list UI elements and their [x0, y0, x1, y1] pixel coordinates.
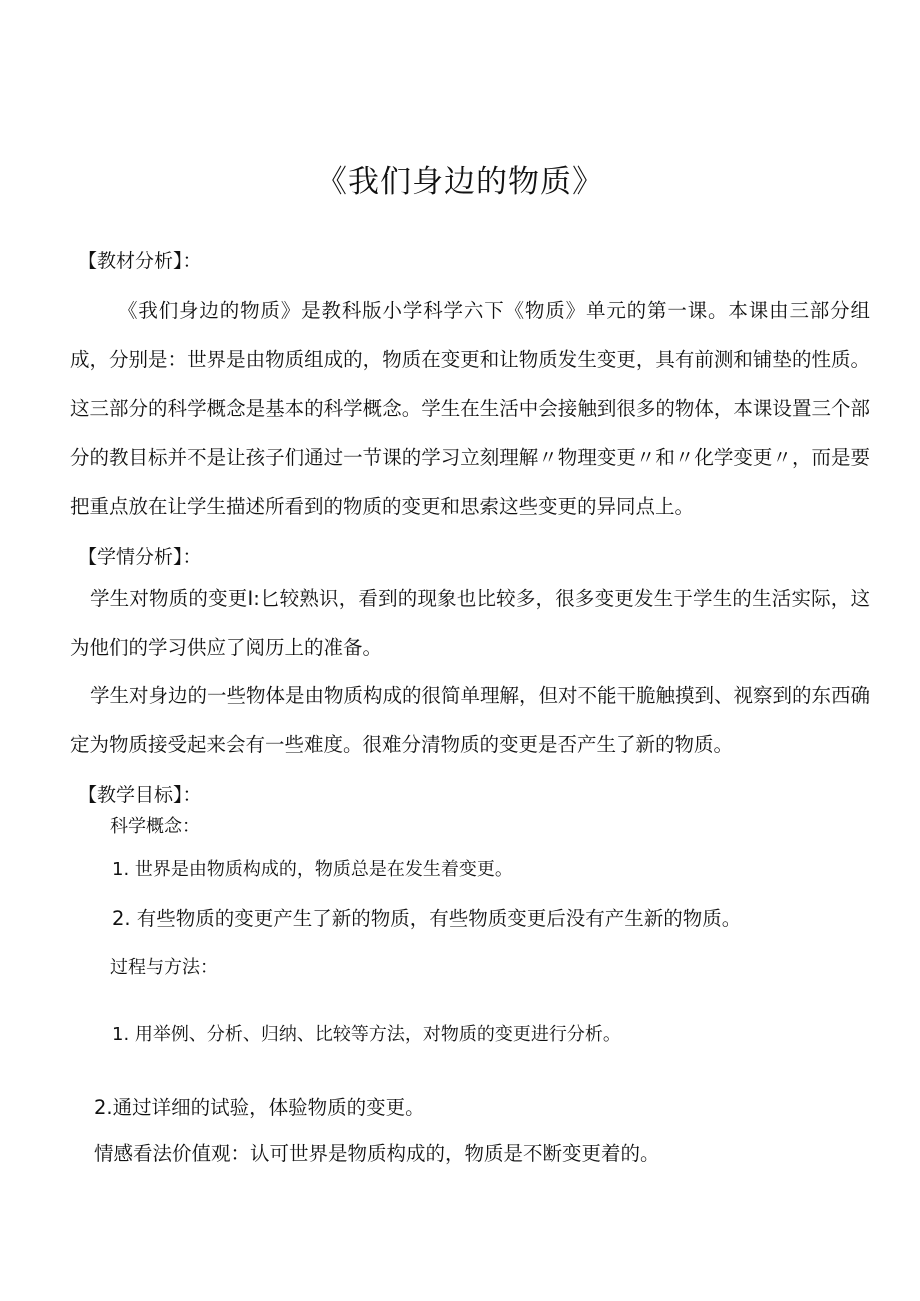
science-concept-label: 科学概念：: [110, 816, 200, 837]
student-analysis-paragraph-2: 学生对身边的一些物体是由物质构成的很简单理解，但对不能干脆触摸到、视察到的东西确定为物质接受起来会有一些难度。很难分清物质的变更是否产生了新的物质。: [70, 684, 871, 756]
teaching-goals-heading: 【教学目标】：: [78, 784, 202, 806]
science-concept-item-1: 1. 世界是由物质构成的，物质总是在发生着变更。: [112, 859, 513, 880]
textbook-analysis-heading: 【教材分析】：: [78, 250, 202, 272]
process-method-item-2: 2.通过详细的试验，体验物质的变更。: [94, 1096, 425, 1119]
student-analysis-heading: 【学情分析】：: [78, 546, 202, 568]
emotion-values-line: 情感看法价值观：认可世界是物质构成的，物质是不断变更着的。: [94, 1142, 660, 1165]
process-method-label: 过程与方法：: [110, 957, 218, 978]
student-analysis-paragraph-1: 学生对物质的变更I:匕较熟识，看到的现象也比较多，很多变更发生于学生的生活实际，这为他们的学习供应了阅历上的准备。: [70, 587, 870, 659]
science-concept-item-2: 2. 有些物质的变更产生了新的物质，有些物质变更后没有产生新的物质。: [112, 907, 742, 930]
process-method-item-1: 1. 用举例、分析、归纳、比较等方法，对物质的变更进行分析。: [112, 1024, 621, 1045]
document-title: 《我们身边的物质》: [316, 164, 604, 200]
textbook-analysis-paragraph: 《我们身边的物质》是教科版小学科学六下《物质》单元的第一课。本课由三部分组成，分别是：世界是由物质组成的，物质在变更和让物质发生变更，具有前测和铺垫的性质。这三部分的科学概念是基本的科学概念。学生在生活中会接触到很多的物体，本课设置三个部分的教目标并不是让孩子们通过一节课的学习立刻理解〃物理变更〃和〃化学变更〃，而是要把重点放在让学生描述所看到的物质的变更和思索这些变更的异同点上。: [70, 299, 870, 518]
